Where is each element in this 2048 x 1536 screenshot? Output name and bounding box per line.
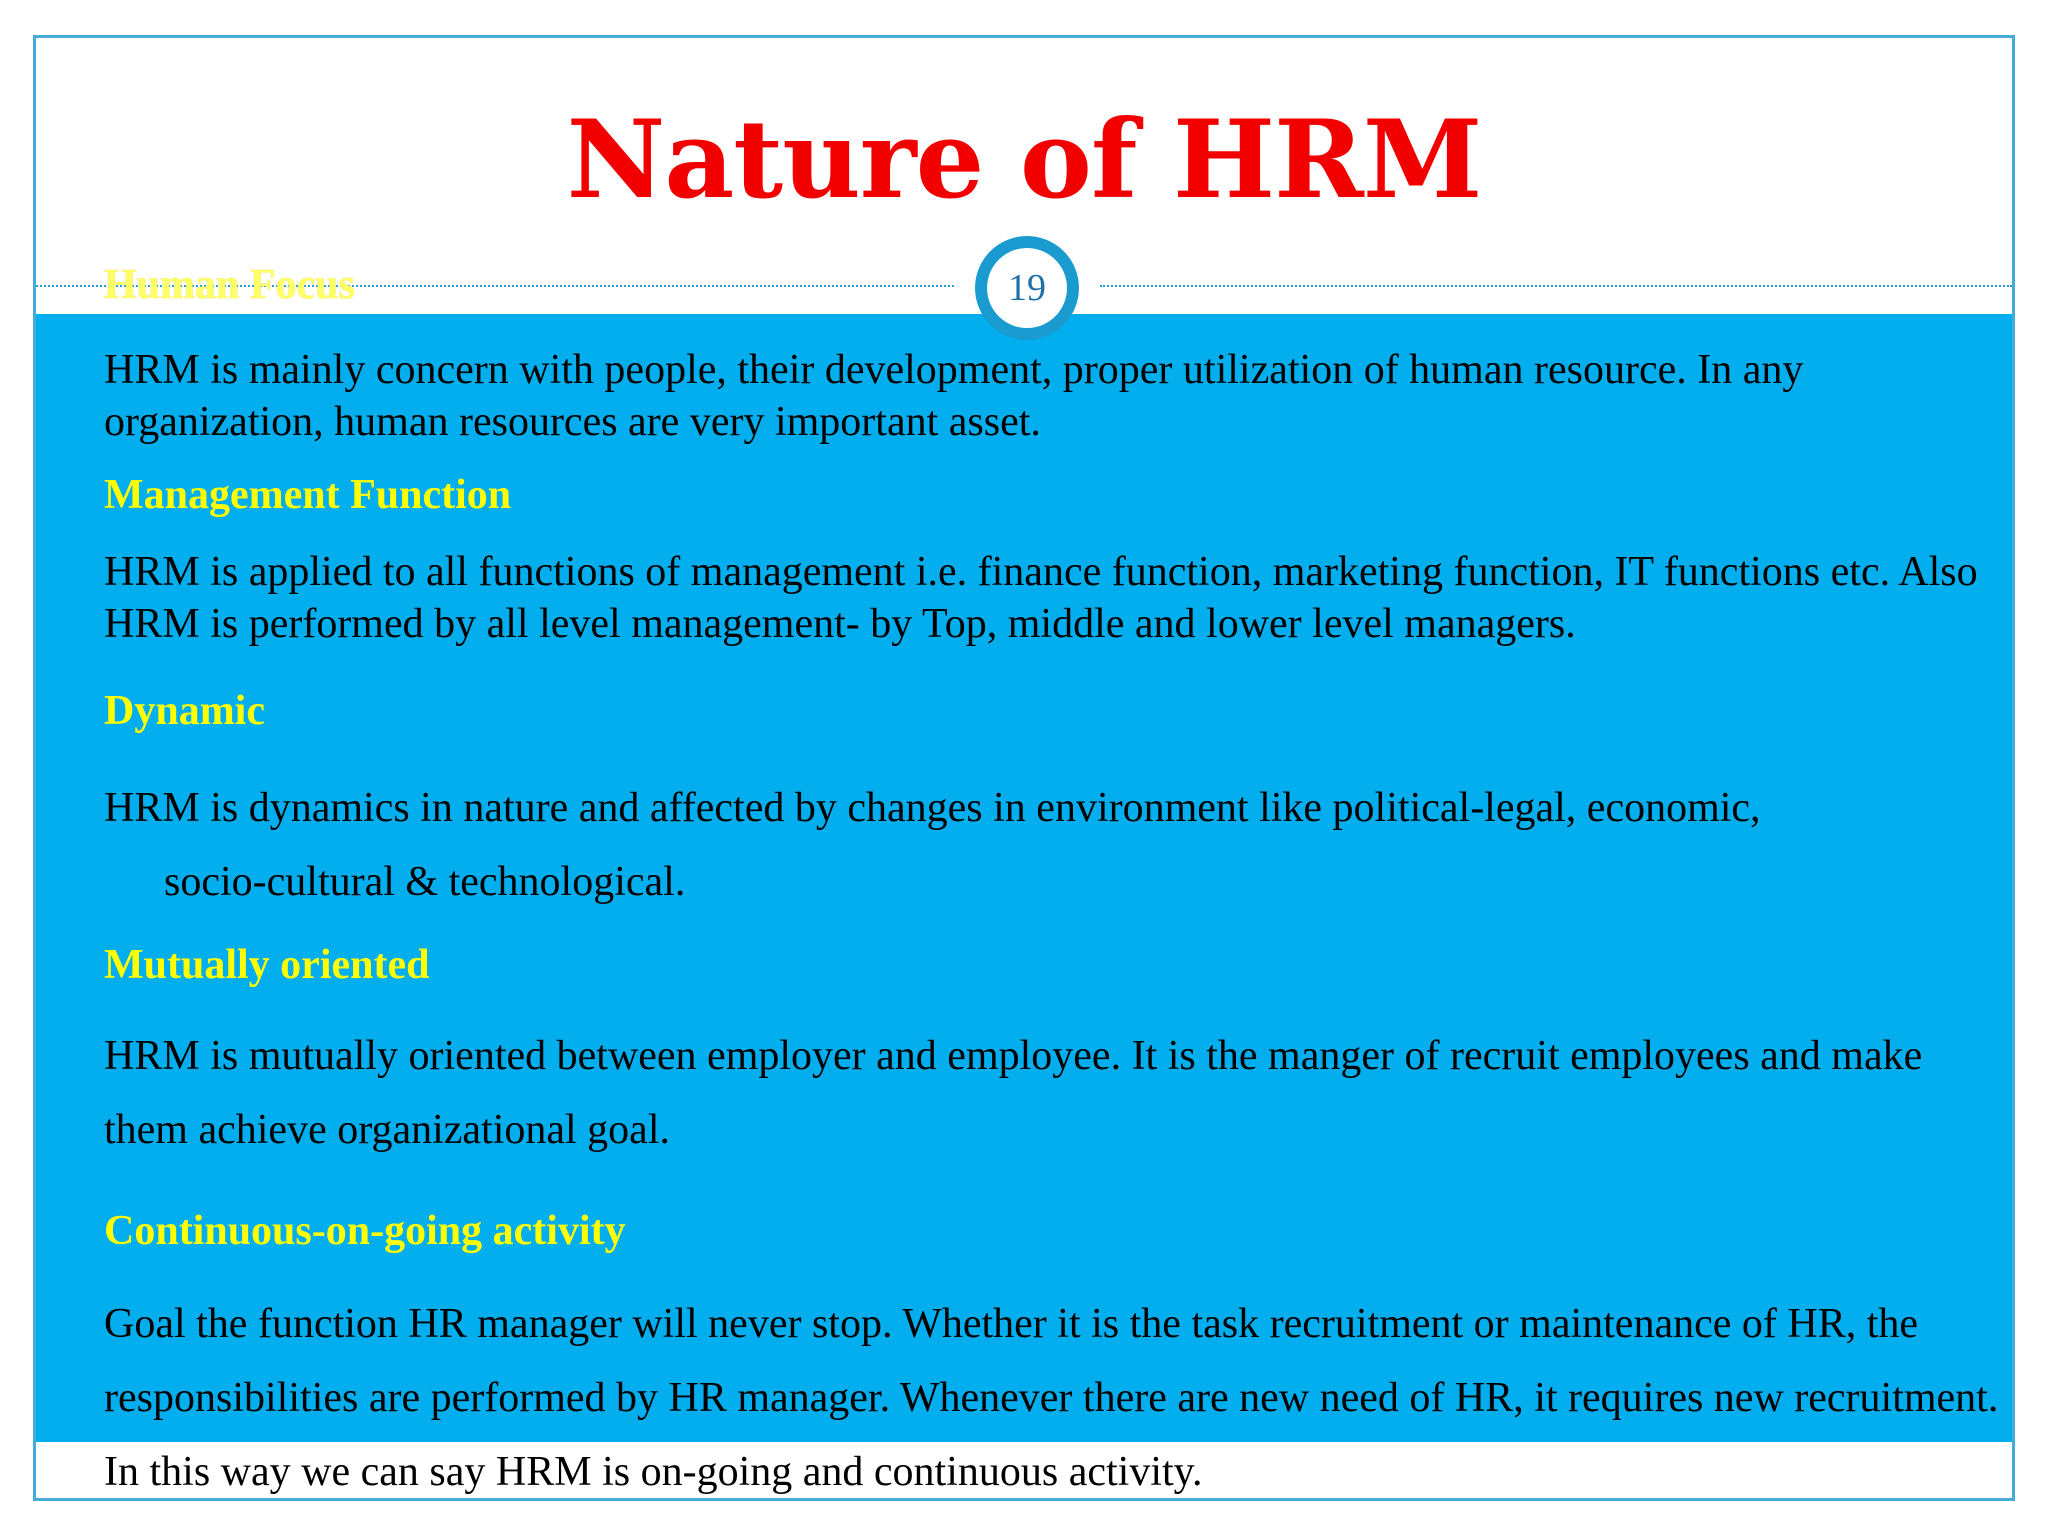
section-heading-mutually-oriented: Mutually oriented [104, 942, 430, 988]
section-body-human-focus: HRM is mainly concern with people, their development, proper utilization of human resource. In any organization, human resources are very important asset. [104, 347, 1804, 445]
section-body-management-function: HRM is applied to all functions of management i.e. finance function, marketing function, IT functions etc. Also HRM is performed by all level management- by Top, middle and lower level managers. [104, 549, 1978, 647]
section-body-dynamic [104, 771, 2004, 919]
section-heading-dynamic: Dynamic [104, 688, 265, 734]
section-heading-human-focus: Human Focus [104, 262, 355, 308]
slide-title: Nature of HRM [566, 97, 1482, 223]
section-body-dynamic-line1: HRM is dynamics in nature and affected by changes in environment like political-legal, economic, [104, 785, 1761, 831]
section-heading-management-function: Management Function [104, 472, 512, 518]
section-heading-continuous-activity: Continuous-on-going activity [104, 1208, 626, 1254]
section-body-dynamic-line2: socio-cultural & technological. [164, 859, 686, 905]
page-number-badge [975, 236, 1079, 340]
page-number: 19 [987, 248, 1067, 328]
section-body-continuous-activity: Goal the function HR manager will never stop. Whether it is the task recruitment or maintenance of HR, the responsibilities are performed by HR manager. Whenever there are new need of HR, it requires new recruitment. In this way we can say HRM is on-going and continuous activity. [104, 1301, 1999, 1495]
divider-right [1100, 285, 2012, 287]
section-body-mutually-oriented: HRM is mutually oriented between employer and employee. It is the manger of recruit employees and make them achieve organizational goal. [104, 1033, 1923, 1153]
